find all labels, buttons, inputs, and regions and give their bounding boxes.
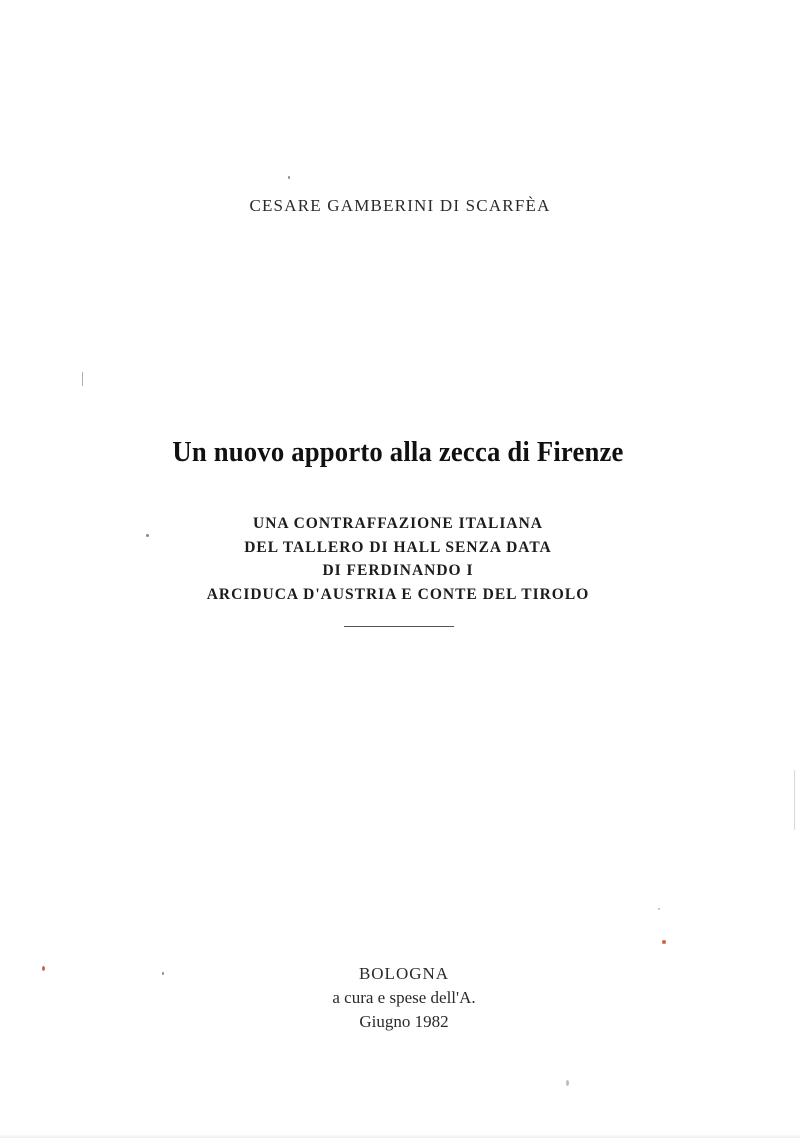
imprint-city: BOLOGNA — [358, 964, 450, 983]
author-name: CESARE GAMBERINI DI SCARFÈA — [249, 196, 551, 215]
paper-speck — [146, 534, 149, 537]
imprint-date: Giugno 1982 — [359, 1012, 449, 1031]
subtitle-line: DEL TALLERO DI HALL SENZA DATA — [244, 538, 552, 556]
imprint-publisher: a cura e spese dell'A. — [332, 988, 476, 1007]
imprint-block — [0, 962, 800, 1034]
subtitle-line: DI FERDINANDO I — [322, 562, 474, 579]
paper-speck — [42, 966, 45, 971]
subtitle-line: UNA CONTRAFFAZIONE ITALIANA — [253, 515, 543, 532]
subtitle-block — [0, 512, 796, 606]
paper-speck — [658, 908, 660, 910]
paper-speck — [288, 176, 290, 179]
paper-speck — [162, 972, 164, 975]
paper-speck — [662, 940, 666, 944]
paper-speck — [794, 770, 795, 830]
subtitle-line: ARCIDUCA D'AUSTRIA E CONTE DEL TIROLO — [206, 585, 590, 603]
paper-speck — [566, 1080, 569, 1086]
document-title: Un nuovo apporto alla zecca di Firenze — [172, 436, 624, 468]
paper-speck — [82, 372, 83, 386]
page-edge — [0, 1134, 800, 1138]
divider-rule — [344, 626, 454, 627]
